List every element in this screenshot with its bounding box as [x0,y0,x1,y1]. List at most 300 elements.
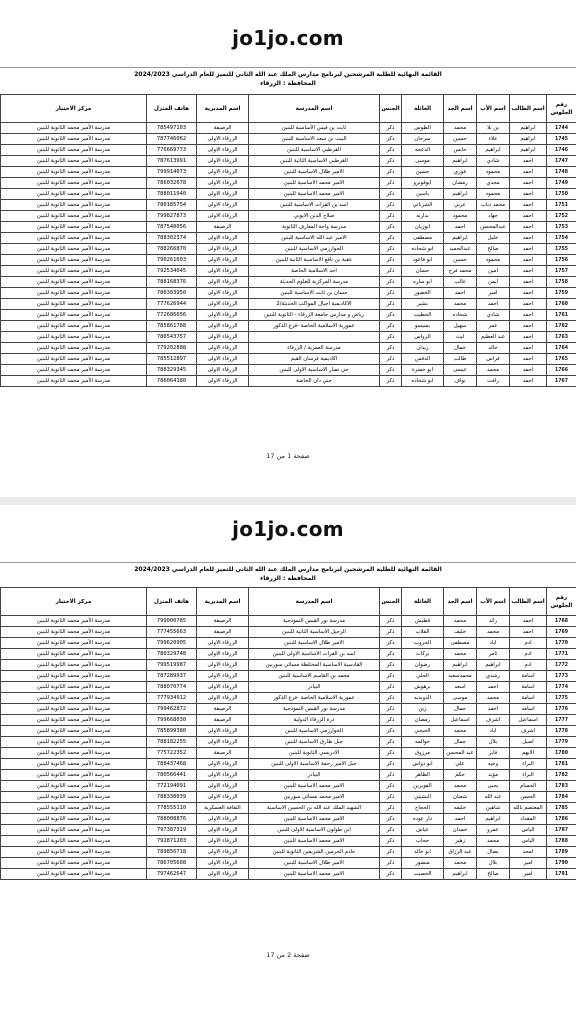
cell-seat-number: 1748 [547,167,576,178]
cell-student-name: احمد [510,365,547,376]
cell-test-center: مدرسة الأمير محمد الثانوية للبنين [1,156,147,167]
table-row [1,869,576,880]
cell-family-name: الحيحي [402,726,444,737]
cell-directorate: الزرقاء الاولى [197,211,249,222]
cell-school-name: الامير محمد الاساسية للبنين [249,189,380,200]
cell-home-phone: 786064180 [147,376,197,387]
cell-school-name: الامير طلال الاساسية للبنين [249,858,380,869]
cell-test-center: مدرسة الأمير محمد الثانوية للبنين [1,178,147,189]
cell-family-name: الرواس [402,332,444,343]
cell-family-name: مصطفى [402,233,444,244]
cell-student-name: ادم [510,660,547,671]
table-row [1,638,576,649]
cell-family-name: زيدان [402,343,444,354]
cell-school-name: الخوارزمي الاساسية للبنين [249,244,380,255]
cell-student-name: اصيل [510,737,547,748]
cell-directorate: الزرقاء الاولى [197,244,249,255]
cell-gender: ذكر [380,869,402,880]
cell-grandfather-name: عبد الرزاق [444,847,477,858]
cell-home-phone: 772686656 [147,310,197,321]
cell-directorate: الزرقاء الاولى [197,671,249,682]
cell-gender: ذكر [380,211,402,222]
cell-directorate: الزرقاء الاولى [197,178,249,189]
cell-gender: ذكر [380,616,402,627]
cell-home-phone: 799519987 [147,660,197,671]
cell-grandfather-name: محمد [444,726,477,737]
cell-family-name: ابو دواس [402,759,444,770]
cell-gender: ذكر [380,781,402,792]
table-header-row [1,588,576,616]
cell-grandfather-name: اسعد [444,682,477,693]
cell-grandfather-name: طالب [444,354,477,365]
cell-father-name: محمد [477,365,510,376]
table-row [1,277,576,288]
cell-family-name: بركات [402,649,444,660]
cell-father-name: ابراهيم [477,145,510,156]
cell-home-phone: 787289937 [147,671,197,682]
column-header-test-center: مركز الاختبار [1,588,147,616]
cell-father-name: احمد [477,682,510,693]
cell-school-name: صلاح الدين الايوبي [249,211,380,222]
cell-grandfather-name: ابراهيم [444,156,477,167]
cell-school-name: اسد بن الفرات الاساسية للبنين [249,200,380,211]
cell-grandfather-name: محمد [444,123,477,134]
table-row [1,189,576,200]
cell-seat-number: 1752 [547,211,576,222]
cell-gender: ذكر [380,167,402,178]
cell-seat-number: 1784 [547,792,576,803]
column-header-home-phone: هاتف المنزل [147,588,197,616]
cell-directorate: الرصيفة [197,616,249,627]
cell-family-name: الطوس [402,123,444,134]
cell-student-name: احمد [510,310,547,321]
cell-seat-number: 1774 [547,682,576,693]
cell-father-name: امير [477,288,510,299]
cell-grandfather-name: شحاده [444,310,477,321]
cell-test-center: مدرسة الأمير محمد الثانوية للبنين [1,616,147,627]
cell-school-name: القادسية الاساسية المختلطة مسائي سوريين [249,660,380,671]
cell-grandfather-name: حابس [444,145,477,156]
table-row [1,178,576,189]
cell-test-center: مدرسة الأمير محمد الثانوية للبنين [1,825,147,836]
cell-family-name: الحجاج [402,803,444,814]
column-header-family-name: العائلة [402,95,444,123]
cell-home-phone: 777455663 [147,627,197,638]
cell-father-name: اياد [477,726,510,737]
cell-student-name: احمد [510,156,547,167]
cell-test-center: مدرسة الأمير محمد الثانوية للبنين [1,365,147,376]
cell-grandfather-name: شعبان [444,792,477,803]
cell-gender: ذكر [380,145,402,156]
cell-student-name: احمد [510,222,547,233]
cell-student-name: احمد [510,321,547,332]
column-header-grandfather-name: اسم الجد [444,95,477,123]
cell-seat-number: 1766 [547,365,576,376]
cell-school-name: الامير محمد الاساسية للبنين [249,836,380,847]
cell-directorate: الزرقاء الاولى [197,200,249,211]
cell-home-phone: 799620905 [147,638,197,649]
cell-grandfather-name: حكم [444,770,477,781]
table-row [1,255,576,266]
cell-grandfather-name: مصطفى [444,638,477,649]
cell-seat-number: 1749 [547,178,576,189]
cell-family-name: الحلي [402,671,444,682]
cell-school-name: عمورية الاسلامية الخاصة -فرع الذكور [249,693,380,704]
cell-test-center: مدرسة الأمير محمد الثانوية للبنين [1,189,147,200]
cell-grandfather-name: موسى [444,693,477,704]
cell-school-name: مدرسة نور القيس النموذجية [249,616,380,627]
cell-test-center: مدرسة الأمير محمد الثانوية للبنين [1,343,147,354]
table-row [1,759,576,770]
cell-student-name: احمد [510,244,547,255]
table-row [1,145,576,156]
table-row [1,847,576,858]
column-header-grandfather-name: اسم الجد [444,588,477,616]
cell-directorate: الزرقاء الاولى [197,693,249,704]
cell-family-name: البشيتي [402,792,444,803]
cell-test-center: مدرسة الأمير محمد الثانوية للبنين [1,803,147,814]
cell-family-name: سرحان [402,134,444,145]
cell-test-center: مدرسة الأمير محمد الثانوية للبنين [1,244,147,255]
cell-father-name: شادي [477,310,510,321]
cell-seat-number: 1783 [547,781,576,792]
cell-test-center: مدرسة الأمير محمد الثانوية للبنين [1,233,147,244]
cell-seat-number: 1767 [547,376,576,387]
cell-gender: ذكر [380,233,402,244]
cell-directorate: الزرقاء الاولى [197,277,249,288]
cell-test-center: مدرسة الأمير محمد الثانوية للبنين [1,255,147,266]
cell-home-phone: 780329748 [147,649,197,660]
cell-gender: ذكر [380,134,402,145]
governorate-label: المحافظة : الزرقاء [260,575,316,582]
candidates-table [0,587,576,880]
cell-seat-number: 1745 [547,134,576,145]
cell-directorate: الزرقاء الاولى [197,310,249,321]
cell-gender: ذكر [380,354,402,365]
cell-student-name: احمد [510,299,547,310]
cell-gender: ذكر [380,836,402,847]
table-row [1,200,576,211]
cell-gender: ذكر [380,759,402,770]
cell-father-name: اياد [477,638,510,649]
column-header-father-name: اسم الأب [477,95,510,123]
cell-home-phone: 799827873 [147,211,197,222]
cell-directorate: الزرقاء الاولى [197,134,249,145]
cell-seat-number: 1761 [547,310,576,321]
cell-family-name: دار عوده [402,814,444,825]
cell-family-name: ابوقوبرو [402,178,444,189]
column-header-school-name: اسم المدرسة [249,588,380,616]
cell-father-name: محمود [477,167,510,178]
cell-family-name: الحروب [402,638,444,649]
cell-family-name: الظاهر [402,770,444,781]
cell-gender: ذكر [380,825,402,836]
table-row [1,660,576,671]
cell-gender: ذكر [380,376,402,387]
table-row [1,299,576,310]
cell-grandfather-name: محمد [444,649,477,660]
cell-gender: ذكر [380,277,402,288]
cell-family-name: الشرباتي [402,200,444,211]
cell-grandfather-name: محمدسعيد [444,671,477,682]
cell-grandfather-name: محمد فرج [444,266,477,277]
cell-gender: ذكر [380,321,402,332]
cell-home-phone: 788437468 [147,759,197,770]
cell-home-phone: 775722352 [147,748,197,759]
governorate-label: المحافظة : الزرقاء [260,80,316,87]
column-header-seat-number: رقم الجلوس [547,95,576,123]
cell-father-name: ثامر [477,649,510,660]
cell-seat-number: 1751 [547,200,576,211]
cell-directorate: الزرقاء الاولى [197,156,249,167]
cell-father-name: ابراهيم [477,660,510,671]
cell-gender: ذكر [380,770,402,781]
cell-grandfather-name: اسماعيل [444,715,477,726]
table-row [1,211,576,222]
column-header-school-name: اسم المدرسة [249,95,380,123]
cell-father-name: احمد [477,299,510,310]
cell-student-name: احمد [510,616,547,627]
cell-father-name: شادي [477,156,510,167]
cell-test-center: مدرسة الأمير محمد الثانوية للبنين [1,123,147,134]
cell-father-name: محمد [477,693,510,704]
cell-gender: ذكر [380,244,402,255]
cell-test-center: مدرسة الأمير محمد الثانوية للبنين [1,792,147,803]
cell-gender: ذكر [380,858,402,869]
cell-gender: ذكر [380,715,402,726]
cell-student-name: اسامه [510,704,547,715]
cell-gender: ذكر [380,123,402,134]
cell-gender: ذكر [380,847,402,858]
cell-school-name: الامير طلال الاساسية للبنين [249,167,380,178]
cell-school-name: احد الاسلامية الخاصة [249,266,380,277]
cell-gender: ذكر [380,814,402,825]
cell-student-name: احمد [510,266,547,277]
cell-test-center: مدرسة الأمير محمد الثانوية للبنين [1,847,147,858]
cell-home-phone: 788070774 [147,682,197,693]
cell-test-center: مدرسة الأمير محمد الثانوية للبنين [1,715,147,726]
cell-home-phone: 788330039 [147,792,197,803]
cell-home-phone: 788011940 [147,189,197,200]
cell-home-phone: 788008876 [147,814,197,825]
table-row [1,649,576,660]
cell-test-center: مدرسة الأمير محمد الثانوية للبنين [1,376,147,387]
cell-student-name: احمد [510,178,547,189]
cell-school-name: البيادر [249,770,380,781]
cell-seat-number: 1764 [547,343,576,354]
cell-directorate: الزرقاء الاولى [197,343,249,354]
table-row [1,781,576,792]
table-header-row [1,95,576,123]
table-row [1,693,576,704]
cell-school-name: مدرسة المركزية للعلوم الحديثة [249,277,380,288]
cell-student-name: الحسن [510,792,547,803]
cell-gender: ذكر [380,266,402,277]
cell-father-name: مؤيد [477,770,510,781]
column-header-family-name: العائلة [402,588,444,616]
cell-student-name: اسامة [510,671,547,682]
cell-family-name: بسيسو [402,321,444,332]
cell-directorate: الزرقاء الاولى [197,737,249,748]
cell-student-name: الايهم [510,748,547,759]
cell-test-center: مدرسة الأمير محمد الثانوية للبنين [1,200,147,211]
cell-directorate: الزرقاء الاولى [197,145,249,156]
cell-family-name: الدويديه [402,693,444,704]
column-header-gender: الجنس [380,95,402,123]
cell-directorate: الزرقاء الاولى [197,365,249,376]
cell-directorate: الرصيفة [197,715,249,726]
cell-gender: ذكر [380,255,402,266]
cell-grandfather-name: محمد [444,858,477,869]
candidates-table [0,94,576,387]
cell-seat-number: 1763 [547,332,576,343]
cell-directorate: الزرقاء الاولى [197,649,249,660]
cell-home-phone: 786303950 [147,288,197,299]
cell-father-name: احمد [477,704,510,715]
cell-directorate: الزرقاء الاولى [197,233,249,244]
cell-home-phone: 777934912 [147,693,197,704]
cell-gender: ذكر [380,310,402,321]
cell-test-center: مدرسة الأمير محمد الثانوية للبنين [1,134,147,145]
cell-home-phone: 786032678 [147,178,197,189]
cell-gender: ذكر [380,200,402,211]
column-header-gender: الجنس [380,588,402,616]
cell-seat-number: 1750 [547,189,576,200]
cell-school-name: الادريسي الثانوية للبنين [249,748,380,759]
cell-father-name: ايمن [477,277,510,288]
cell-directorate: الزرقاء الاولى [197,869,249,880]
cell-seat-number: 1788 [547,836,576,847]
cell-grandfather-name: عربي [444,200,477,211]
cell-family-name: رضوان [402,660,444,671]
cell-student-name: احمد [510,288,547,299]
cell-family-name: الخضور [402,288,444,299]
cell-grandfather-name: سهيل [444,321,477,332]
cell-home-phone: 788182255 [147,737,197,748]
cell-student-name: احمد [510,332,547,343]
cell-school-name: الشهيد الملك عبد الله بن الحسين الاساسية [249,803,380,814]
cell-father-name: اشرف [477,715,510,726]
column-header-directorate: اسم المديرية [197,588,249,616]
cell-home-phone: 780566441 [147,770,197,781]
table-row [1,792,576,803]
cell-directorate: الرصيفة [197,627,249,638]
cell-home-phone: 785497103 [147,123,197,134]
cell-school-name: الامير محمد الاساسية للبنين [249,814,380,825]
cell-grandfather-name: غالب [444,277,477,288]
cell-directorate: الزرقاء الاولى [197,332,249,343]
table-row [1,715,576,726]
table-row [1,825,576,836]
cell-family-name: ابو ساره [402,277,444,288]
cell-home-phone: 788302374 [147,233,197,244]
cell-directorate: الزرقاء الاولى [197,189,249,200]
cell-father-name: مجدي [477,178,510,189]
cell-grandfather-name: ابراهيم [444,189,477,200]
cell-grandfather-name: محمد [444,616,477,627]
cell-father-name: عمر [477,321,510,332]
cell-gender: ذكر [380,726,402,737]
cell-father-name: بلال [477,858,510,869]
cell-directorate: الزرقاء الاولى [197,825,249,836]
table-row [1,222,576,233]
cell-grandfather-name: عيسى [444,365,477,376]
cell-student-name: المقداد [510,814,547,825]
cell-school-name: الامير محمد مسائي سوريين [249,792,380,803]
column-header-directorate: اسم المديرية [197,95,249,123]
column-header-student-name: اسم الطالب [510,588,547,616]
cell-family-name: منصور [402,858,444,869]
cell-grandfather-name: زهير [444,836,477,847]
cell-home-phone: 772194091 [147,781,197,792]
cell-school-name: البيادر [249,682,380,693]
cell-gender: ذكر [380,660,402,671]
page-title: القائمة النهائية للطلبة المرشحين لبرنامج مدارس الملك عبد الله الثاني للتميز للعام الدراسي 2024/2023 [134,71,442,78]
cell-test-center: مدرسة الأمير محمد الثانوية للبنين [1,354,147,365]
column-header-student-name: اسم الطالب [510,95,547,123]
cell-student-name: الياس [510,836,547,847]
cell-seat-number: 1768 [547,616,576,627]
page-title: القائمة النهائية للطلبة المرشحين لبرنامج مدارس الملك عبد الله الثاني للتميز للعام الدراسي 2024/2023 [134,566,442,573]
table-row [1,726,576,737]
column-header-seat-number: رقم الجلوس [547,588,576,616]
cell-home-phone: 799914073 [147,167,197,178]
cell-grandfather-name: ابراهيم [444,660,477,671]
cell-seat-number: 1770 [547,638,576,649]
cell-seat-number: 1787 [547,825,576,836]
cell-test-center: مدرسة الأمير محمد الثانوية للبنين [1,781,147,792]
cell-gender: ذكر [380,748,402,759]
cell-test-center: مدرسة الأمير محمد الثانوية للبنين [1,770,147,781]
cell-test-center: مدرسة الأمير محمد الثانوية للبنين [1,332,147,343]
column-header-home-phone: هاتف المنزل [147,95,197,123]
cell-school-name: محمد بن القاسم الاساسية للبنين [249,671,380,682]
cell-school-name: حي نصار الاساسية الاولى للبنين [249,365,380,376]
cell-family-name: ابو قاعود [402,255,444,266]
cell-student-name: امير [510,858,547,869]
cell-directorate: الزرقاء الاولى [197,638,249,649]
cell-grandfather-name: احمد [444,222,477,233]
cell-gender: ذكر [380,693,402,704]
cell-home-phone: 792871203 [147,836,197,847]
table-row [1,354,576,365]
cell-home-phone: 787540056 [147,222,197,233]
cell-family-name: بدارنه [402,211,444,222]
cell-grandfather-name: محمد [444,781,477,792]
cell-test-center: مدرسة الأمير محمد الثانوية للبنين [1,814,147,825]
cell-gender: ذكر [380,627,402,638]
cell-test-center: مدرسة الأمير محمد الثانوية للبنين [1,649,147,660]
table-row [1,134,576,145]
page-top-rule [0,562,576,563]
cell-student-name: احمد [510,189,547,200]
table-row [1,814,576,825]
cell-seat-number: 1779 [547,737,576,748]
site-watermark: jo1jo.com [232,26,344,50]
cell-family-name: الفويرين [402,781,444,792]
cell-seat-number: 1790 [547,858,576,869]
cell-student-name: احمد [510,255,547,266]
cell-test-center: مدرسة الأمير محمد الثانوية للبنين [1,869,147,880]
site-watermark: jo1jo.com [232,517,344,541]
cell-seat-number: 1771 [547,649,576,660]
cell-family-name: حسان [402,266,444,277]
cell-student-name: احمد [510,354,547,365]
cell-father-name: صالح [477,244,510,255]
cell-home-phone: 799462872 [147,704,197,715]
cell-test-center: مدرسة الأمير محمد الثانوية للبنين [1,266,147,277]
cell-family-name: بشير [402,299,444,310]
